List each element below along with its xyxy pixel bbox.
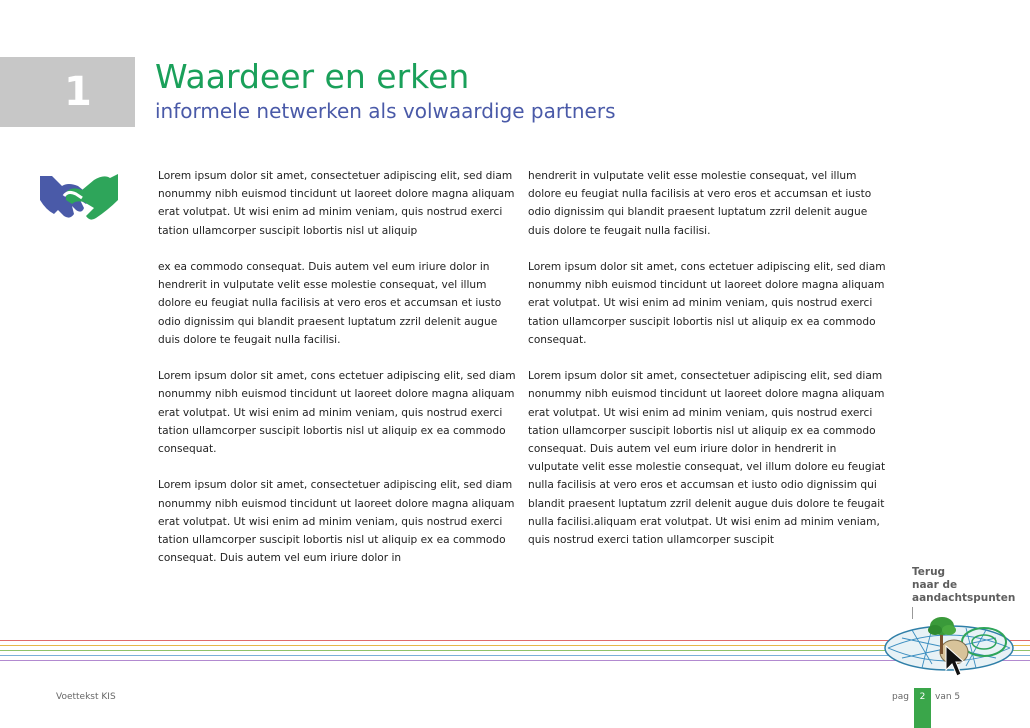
stripe-line bbox=[0, 645, 1030, 646]
footer-text: Voettekst KIS bbox=[56, 692, 116, 702]
page-title: Waardeer en erken bbox=[155, 57, 470, 96]
paragraph: Lorem ipsum dolor sit amet, consectetuer adipiscing elit, sed diam nonummy nibh euismod tincidunt ut laoreet dolore magna aliquam erat volutpat. Ut wisi enim ad minim veniam, quis nostrud exerci tation ullamcorper suscipit lobortis nisl ut aliquip ex ea commodo consequat. Duis autem vel eum iriure dolor in hendrerit in vulputate velit esse molestie consequat, vel illum dolore eu feugiat nulla facilisis at vero eros et accumsan et iusto odio dignissim qui blandit praesent luptatum zzril delenit augue duis dolore te feugait nulla facilisi.aliquam erat volutpat. Ut wisi enim ad minim veniam, quis nostrud exerci tation ullamcorper suscipit bbox=[528, 370, 886, 547]
chapter-number: 1 bbox=[64, 69, 92, 115]
globe-tree-icon[interactable] bbox=[882, 612, 1016, 682]
stripe-line bbox=[0, 650, 1030, 651]
paragraph: Lorem ipsum dolor sit amet, consectetuer adipiscing elit, sed diam nonummy nibh euismod tincidunt ut laoreet dolore magna aliquam erat volutpat. Ut wisi enim ad minim veniam, quis nostrud exerci tation ullamcorper suscipit lobortis nisl ut aliquip ex ea commodo consequat. Duis autem vel eum iriure dolor in bbox=[158, 479, 515, 565]
paragraph: Lorem ipsum dolor sit amet, consectetuer adipiscing elit, sed diam nonummy nibh euismod tincidunt ut laoreet dolore magna aliquam erat volutpat. Ut wisi enim ad minim veniam, quis nostrud exerci tation ullamcorper suscipit lobortis nisl ut aliquip bbox=[158, 170, 515, 237]
chapter-number-box bbox=[0, 57, 135, 127]
page-label: pag bbox=[892, 692, 909, 702]
text-column-left bbox=[158, 167, 518, 586]
handshake-icon bbox=[38, 170, 120, 228]
stripe-line bbox=[0, 640, 1030, 641]
paragraph: ex ea commodo consequat. Duis autem vel eum iriure dolor in hendrerit in vulputate velit esse molestie consequat, vel illum dolore eu feugiat nulla facilisis at vero eros et accumsan et iusto odio dignissim qui blandit praesent luptatum zzril delenit augue duis dolore te feugait nulla facilisi. bbox=[158, 261, 502, 346]
paragraph: Lorem ipsum dolor sit amet, cons ectetuer adipiscing elit, sed diam nonummy nibh euismod tincidunt ut laoreet dolore magna aliquam erat volutpat. Ut wisi enim ad minim veniam, quis nostrud exerci tation ullamcorper suscipit lobortis nisl ut aliquip ex ea commodo consequat. bbox=[158, 370, 516, 456]
page-subtitle: informele netwerken als volwaardige partners bbox=[155, 99, 616, 123]
page-total: van 5 bbox=[935, 692, 961, 702]
current-page-number: 2 bbox=[914, 688, 931, 728]
text-column-right bbox=[528, 167, 888, 567]
paragraph: Lorem ipsum dolor sit amet, cons ectetuer adipiscing elit, sed diam nonummy nibh euismod tincidunt ut laoreet dolore magna aliquam erat volutpat. Ut wisi enim ad minim veniam, quis nostrud exerci tation ullamcorper suscipit lobortis nisl ut aliquip ex ea commodo consequat. bbox=[528, 261, 886, 346]
back-to-focus-points-link[interactable]: Terug naar de aandachtspunten bbox=[912, 566, 1016, 604]
stripe-line bbox=[0, 660, 1030, 661]
paragraph: hendrerit in vulputate velit esse molestie consequat, vel illum dolore eu feugiat nulla facilisis at vero eros et accumsan et iusto odio dignissim qui blandit praesent luptatum zzril delenit augue duis dolore te feugait nulla facilisi. bbox=[528, 170, 872, 237]
stripe-line bbox=[0, 655, 1030, 656]
decorative-stripes bbox=[0, 640, 1030, 662]
